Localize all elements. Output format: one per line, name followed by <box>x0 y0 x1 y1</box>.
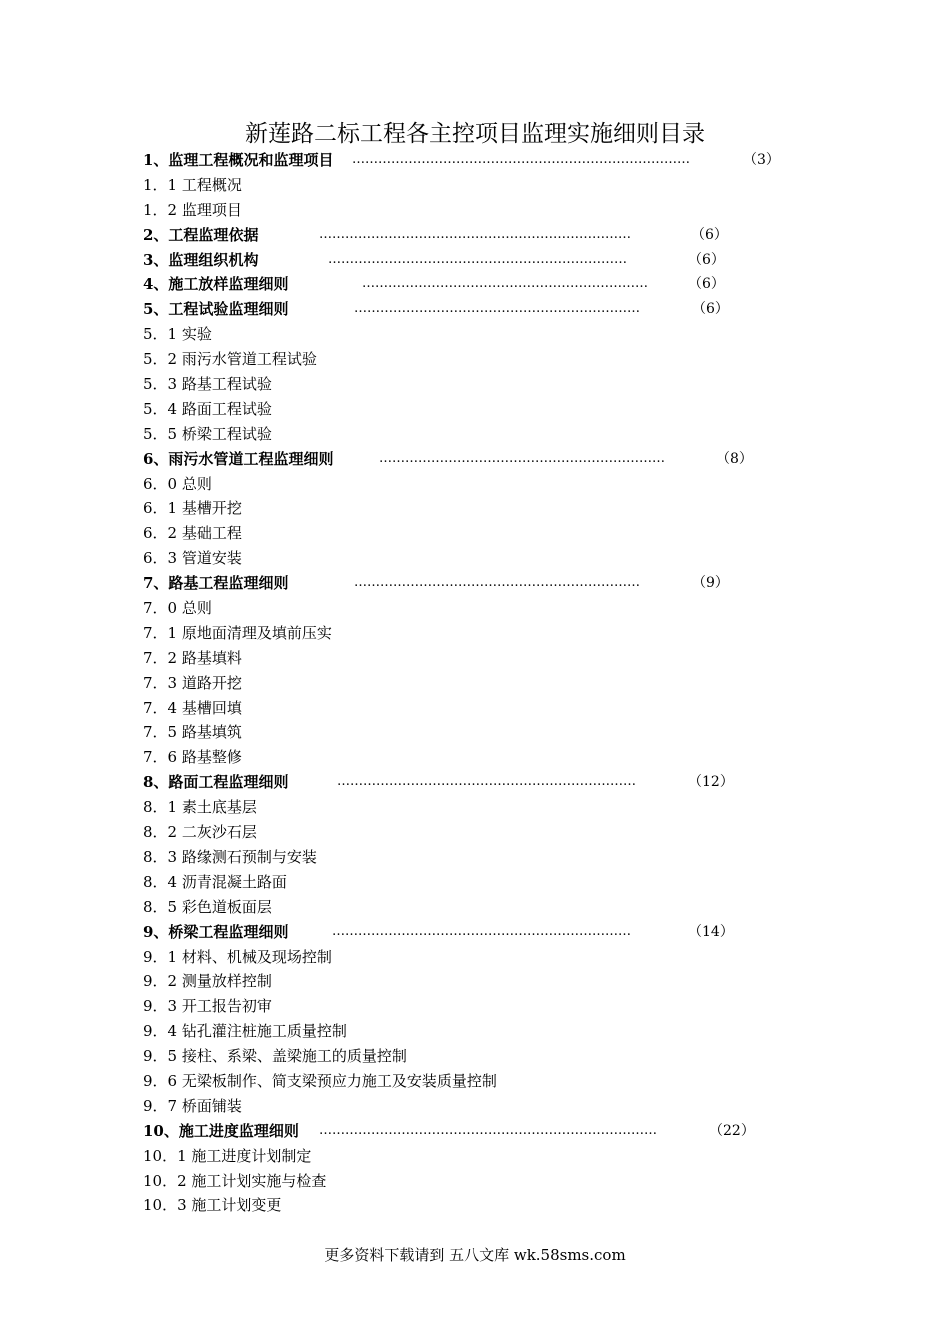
toc-label: 9．4 钻孔灌注桩施工质量控制 <box>143 1022 347 1041</box>
toc-label: 9．1 材料、机械及现场控制 <box>143 947 332 966</box>
toc-subsection <box>143 1069 783 1094</box>
toc-subsection <box>143 422 783 447</box>
toc-subsection <box>143 845 783 870</box>
toc-page-number: （22） <box>709 1122 755 1139</box>
toc-label: 7．2 路基填料 <box>143 648 242 667</box>
toc-label: 8．3 路缘测石预制与安装 <box>143 847 317 866</box>
toc-label: 2、工程监理依据 <box>143 225 259 244</box>
toc-leader: …………………………………………………………… <box>337 774 636 790</box>
toc-subsection <box>143 795 783 820</box>
toc-subsection <box>143 397 783 422</box>
toc-label: 8．1 素土底基层 <box>143 798 257 817</box>
toc-section-1 <box>143 148 783 173</box>
toc-subsection <box>143 1144 783 1169</box>
page-title: 新莲路二标工程各主控项目监理实施细则目录 <box>245 121 705 147</box>
toc-label: 7．3 道路开挖 <box>143 673 242 692</box>
toc-label: 5．2 雨污水管道工程试验 <box>143 350 317 369</box>
toc-label: 7、路基工程监理细则 <box>143 574 289 593</box>
toc-leader: …………………………………………………………… <box>332 923 631 939</box>
toc-label: 5．4 路面工程试验 <box>143 399 272 418</box>
toc-label: 7．4 基槽回填 <box>143 698 242 717</box>
toc-label: 6．3 管道安装 <box>143 549 242 568</box>
toc-subsection <box>143 820 783 845</box>
toc-label: 10、施工进度监理细则 <box>143 1121 299 1140</box>
toc-subsection <box>143 347 783 372</box>
toc-label: 6．1 基槽开挖 <box>143 499 242 518</box>
toc-leader: …………………………………………………………………… <box>319 1122 657 1138</box>
toc-label: 7．0 总则 <box>143 599 212 618</box>
toc-label: 8、路面工程监理细则 <box>143 773 289 792</box>
toc-label: 3、监理组织机构 <box>143 250 259 269</box>
table-of-contents <box>143 148 783 1218</box>
toc-page-number: （12） <box>688 774 734 791</box>
toc-leader: …………………………………………………………… <box>328 251 627 267</box>
toc-label: 7．6 路基整修 <box>143 748 242 767</box>
toc-label: 10．1 施工进度计划制定 <box>143 1146 312 1165</box>
toc-label: 5．1 实验 <box>143 325 212 344</box>
toc-subsection <box>143 1193 783 1218</box>
toc-leader: ……………………………………………………………… <box>319 226 631 242</box>
toc-label: 10．2 施工计划实施与检查 <box>143 1171 327 1190</box>
toc-label: 6．0 总则 <box>143 474 212 493</box>
toc-subsection <box>143 945 783 970</box>
toc-subsection <box>143 1094 783 1119</box>
toc-subsection <box>143 1019 783 1044</box>
toc-subsection <box>143 322 783 347</box>
toc-label: 5．3 路基工程试验 <box>143 375 272 394</box>
toc-label: 9．5 接柱、系梁、盖梁施工的质量控制 <box>143 1047 407 1066</box>
toc-label: 1．1 工程概况 <box>143 175 242 194</box>
toc-label: 8．2 二灰沙石层 <box>143 823 257 842</box>
toc-label: 10．3 施工计划变更 <box>143 1196 282 1215</box>
toc-label: 6、雨污水管道工程监理细则 <box>143 449 334 468</box>
toc-leader: ………………………………………………………… <box>379 450 665 466</box>
toc-page-number: （8） <box>716 450 753 467</box>
toc-label: 4、施工放样监理细则 <box>143 275 289 294</box>
toc-subsection <box>143 994 783 1019</box>
toc-subsection <box>143 173 783 198</box>
toc-page-number: （6） <box>688 276 725 293</box>
toc-subsection <box>143 521 783 546</box>
toc-leader: ………………………………………………………… <box>354 575 640 591</box>
toc-label: 9．7 桥面铺装 <box>143 1096 242 1115</box>
toc-section-3 <box>143 248 783 273</box>
toc-section-7 <box>143 571 783 596</box>
toc-subsection <box>143 895 783 920</box>
toc-subsection <box>143 870 783 895</box>
toc-leader: ………………………………………………………… <box>354 301 640 317</box>
toc-page-number: （3） <box>743 152 780 168</box>
toc-subsection <box>143 546 783 571</box>
toc-label: 7．5 路基填筑 <box>143 723 242 742</box>
toc-subsection <box>143 496 783 521</box>
toc-section-5 <box>143 297 783 322</box>
toc-subsection <box>143 1044 783 1069</box>
toc-subsection <box>143 671 783 696</box>
toc-label: 6．2 基础工程 <box>143 524 242 543</box>
page-footer: 更多资料下载请到 五八文库 wk.58sms.com <box>324 1246 626 1264</box>
toc-section-9 <box>143 920 783 945</box>
toc-subsection <box>143 1169 783 1194</box>
toc-label: 8．5 彩色道板面层 <box>143 897 272 916</box>
toc-subsection <box>143 198 783 223</box>
toc-label: 1、监理工程概况和监理项目 <box>143 151 334 169</box>
toc-subsection <box>143 646 783 671</box>
toc-page-number: （14） <box>688 923 734 940</box>
toc-label: 7．1 原地面清理及填前压实 <box>143 623 332 642</box>
toc-subsection <box>143 745 783 770</box>
toc-section-2 <box>143 223 783 248</box>
toc-label: 9．2 测量放样控制 <box>143 972 272 991</box>
toc-page-number: （6） <box>691 226 728 243</box>
toc-page-number: （6） <box>688 251 725 268</box>
toc-subsection <box>143 596 783 621</box>
toc-subsection <box>143 621 783 646</box>
toc-section-6 <box>143 447 783 472</box>
toc-label: 9．3 开工报告初审 <box>143 997 272 1016</box>
toc-label: 5．5 桥梁工程试验 <box>143 424 272 443</box>
toc-leader: ………………………………………………………… <box>362 276 648 292</box>
toc-subsection <box>143 472 783 497</box>
toc-page-number: （9） <box>692 575 729 592</box>
toc-section-8 <box>143 770 783 795</box>
toc-label: 1．2 监理项目 <box>143 200 242 219</box>
toc-subsection <box>143 720 783 745</box>
toc-subsection <box>143 969 783 994</box>
toc-label: 9．6 无梁板制作、简支梁预应力施工及安装质量控制 <box>143 1071 497 1090</box>
toc-leader: …………………………………………………………………… <box>352 152 690 167</box>
toc-page-number: （6） <box>692 301 729 318</box>
toc-subsection <box>143 696 783 721</box>
toc-section-4 <box>143 272 783 297</box>
toc-label: 8．4 沥青混凝土路面 <box>143 872 287 891</box>
toc-label: 9、桥梁工程监理细则 <box>143 922 289 941</box>
toc-section-10 <box>143 1119 783 1144</box>
toc-label: 5、工程试验监理细则 <box>143 300 289 319</box>
toc-subsection <box>143 372 783 397</box>
